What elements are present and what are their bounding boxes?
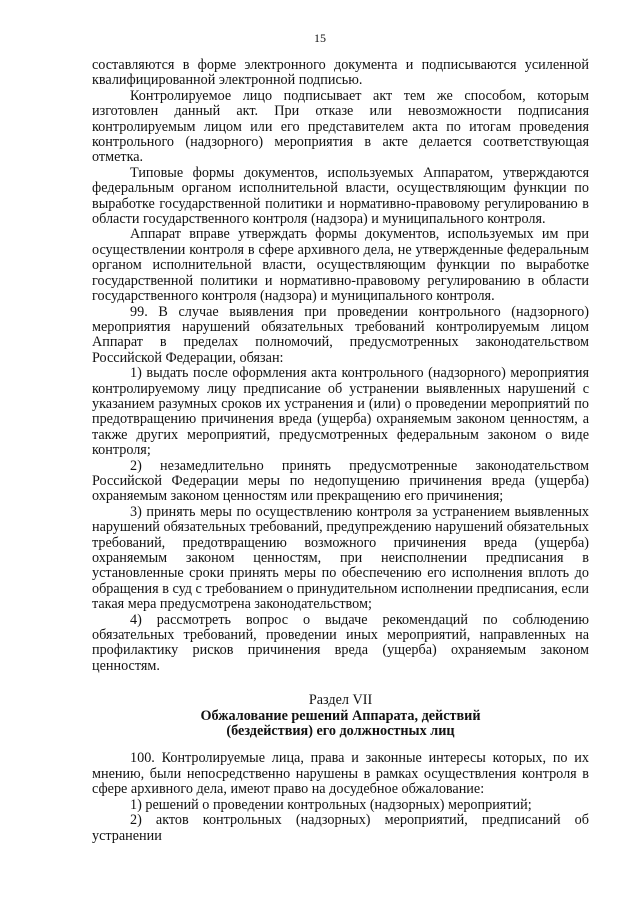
section-title-line-2: (бездействия) его должностных лиц: [226, 723, 455, 740]
section-title-line-1: Обжалование решений Аппарата, действий: [200, 707, 481, 724]
list-item: 2) актов контрольных (надзорных) мероприятий, предписаний об устранении: [92, 812, 589, 844]
list-item: 1) решений о проведении контрольных (надзорных) мероприятий;: [130, 796, 532, 813]
paragraph: Типовые формы документов, используемых Аппаратом, утверждаются федеральным органом исполнительной власти, осуществляющим функции по выработке государственной политики и нормативно-правовому регулированию в области государственного контроля (надзора) и муниципального контроля.: [92, 164, 589, 228]
section-heading: [92, 693, 589, 739]
document-body: [92, 58, 589, 844]
paragraphs-after: [92, 751, 589, 843]
paragraphs-before: [92, 58, 589, 674]
paragraph: Аппарат вправе утверждать формы документов, используемых им при осуществлении контроля в сфере архивного дела, не утвержденные федеральным органом исполнительной власти, осуществляющим функции по выработке государственной политики и нормативно-правовому регулированию в области государственного контроля (надзора) и муниципального контроля.: [92, 226, 589, 305]
paragraph: Контролируемое лицо подписывает акт тем же способом, которым изготовлен данный акт. При отказе или невозможности подписания контролируемым лицом или его представителем акта по итогам проведения контрольного (надзорного) мероприятия в акте делается соответствующая отметка.: [92, 87, 589, 166]
list-item: 3) принять меры по осуществлению контроля за устранением выявленных нарушений обязательных требований, предупреждению нарушений обязательных требований, предотвращению возможного причинения вреда (ущерба) охраняемым законом ценностям, при неисполнении предписания в установленные сроки принять меры по обеспечению его исполнения вплоть до обращения в суд с требованием о принудительном исполнении предписания, если такая мера предусмотрена законодательством;: [92, 503, 589, 613]
paragraph-item-100: 100. Контролируемые лица, права и законные интересы которых, по их мнению, были непосредственно нарушены в рамках осуществления контроля в сфере архивного дела, имеют право на досудебное обжалование:: [92, 750, 589, 798]
list-item: 1) выдать после оформления акта контрольного (надзорного) мероприятия контролируемому лицу предписание об устранении выявленных нарушений с указанием разумных сроков их устранения и (или) о проведении мероприятий по предотвращению причинения вреда (ущерба) охраняемым законом ценностям, а также других мероприятий, предусмотренных федеральным законом о виде контроля;: [92, 365, 589, 459]
paragraph: составляются в форме электронного документа и подписываются усиленной квалифицированной электронной подписью.: [92, 57, 589, 89]
section-number: Раздел VII: [308, 692, 373, 709]
list-item: 2) незамедлительно принять предусмотренные законодательством Российской Федерации меры по недопущению причинения вреда (ущерба) охраняемым законом ценностям или прекращению его причинения;: [92, 457, 589, 505]
paragraph-item-99: 99. В случае выявления при проведении контрольного (надзорного) мероприятия нарушений обязательных требований контролируемым лицом Аппарат в пределах полномочий, предусмотренных законодательством Российской Федерации, обязан:: [92, 303, 589, 366]
page-number: 15: [314, 31, 326, 45]
list-item: 4) рассмотреть вопрос о выдаче рекомендаций по соблюдению обязательных требований, проведении иных мероприятий, направленных на профилактику рисков причинения вреда (ущерба) охраняемым законом ценностям.: [92, 611, 589, 674]
